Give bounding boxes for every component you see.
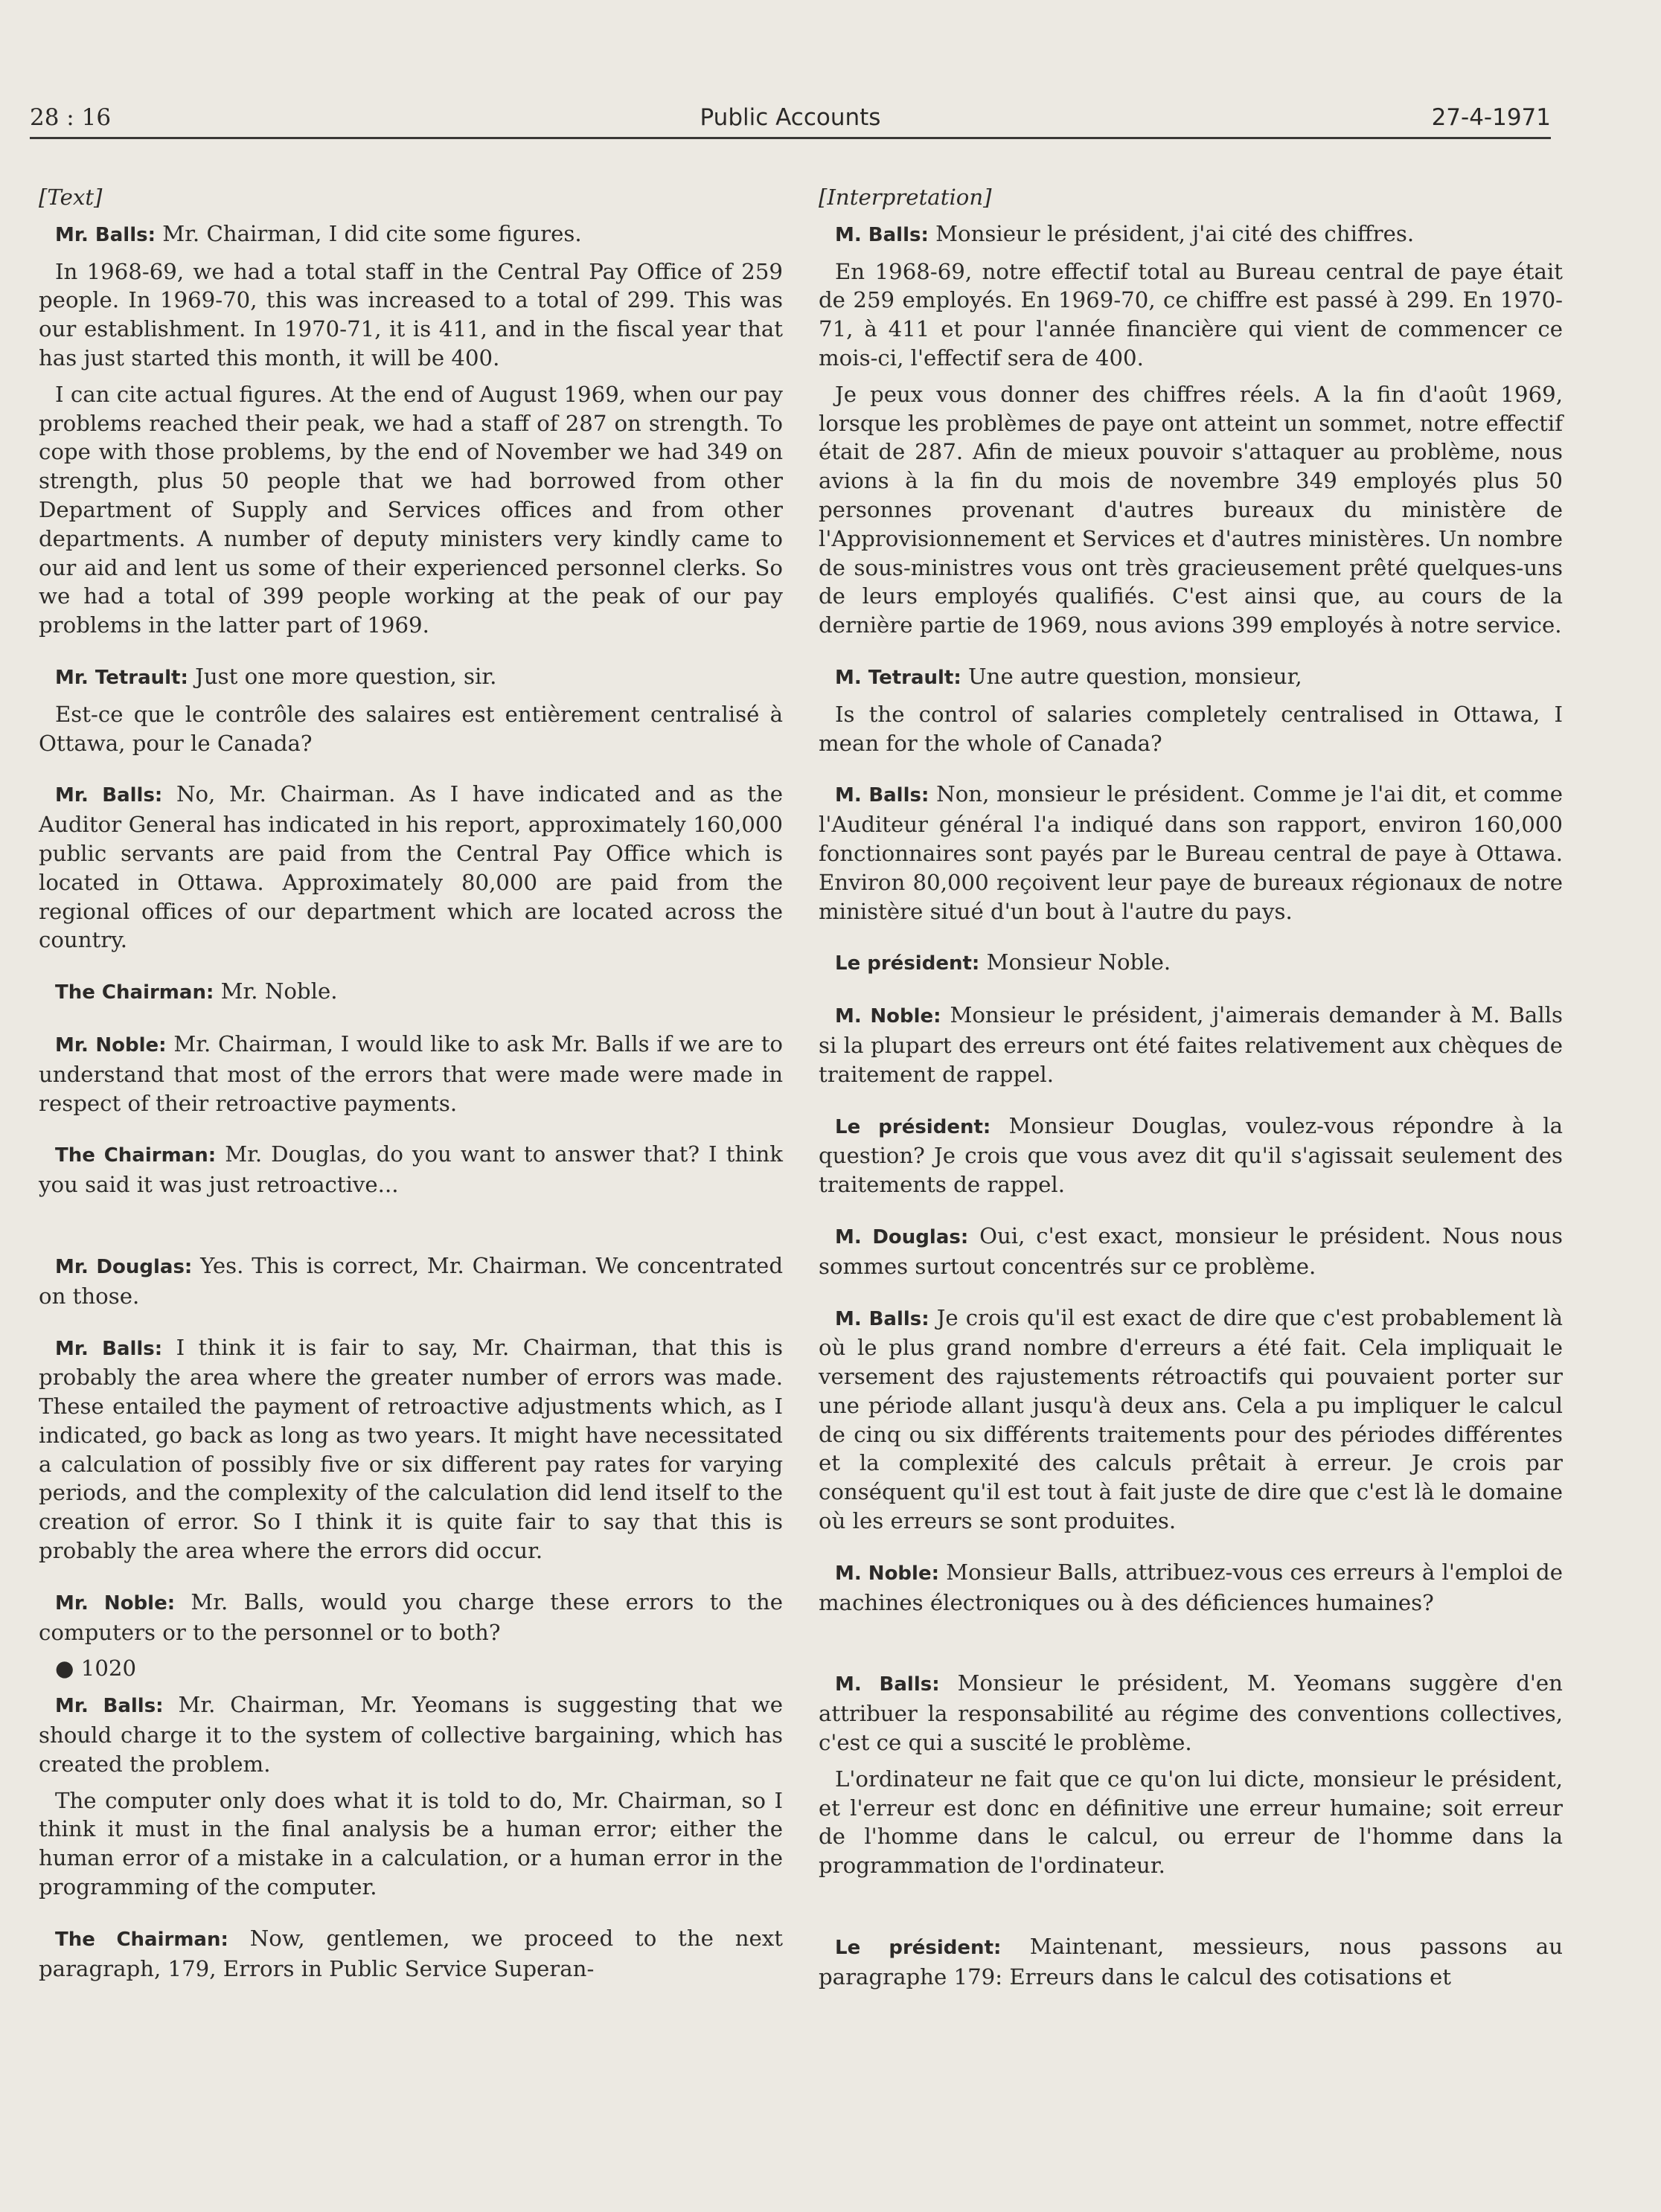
paragraph <box>39 1333 783 1565</box>
paragraph <box>819 1112 1563 1199</box>
paragraph <box>819 780 1563 926</box>
speech: Mr. Noble. <box>214 978 338 1004</box>
paragraph: Je peux vous donner des chiffres réels. A la fin d'août 1969, lorsque les problèmes de paye ont atteint un sommet, notre effectif était de 287. Afin de mieux pouvoir s'attaquer au problème, nous avions à la fin du mois de novembre 349 employés plus 50 personnes provenant d'autres bureaux du ministère de l'Approvisionnement et Services et d'autres ministères. Un nombre de sous-ministres vous ont très gracieusement prêté quelques-uns de leurs employés qualifiés. C'est ainsi que, au cours de la dernière partie de 1969, nous avions 399 employés à notre service. <box>819 381 1563 638</box>
speaker: M. Noble: <box>835 1562 939 1585</box>
french-column <box>819 183 1563 1999</box>
paragraph <box>819 948 1563 978</box>
speech: Non, monsieur le président. Comme je l'ai dit, et comme l'Auditeur général l'a indiqué dans son rapport, environ 160,000 fonctionnaires sont payés par le Bureau central de paye à Ottawa. Environ 80,000 reçoivent leur paye de bureaux régionaux de notre ministère situé d'un bout à l'autre du pays. <box>819 781 1563 924</box>
paragraph <box>819 1304 1563 1536</box>
paragraph <box>819 219 1563 250</box>
speech: Now, gentlemen, we proceed to the next paragraph, 179, Errors in Public Service Superan- <box>39 1925 783 1981</box>
column-label: [Interpretation] <box>819 185 992 210</box>
speaker: Le président: <box>835 952 980 975</box>
speech: Je crois qu'il est exact de dire que c'est probablement là où le plus grand nombre d'erreurs a été fait. Cela impliquait le versement des rajustements rétroactifs qui pouvaient porter sur une période allant jusqu'à deux ans. Cela a pu impliquer le calcul de cinq ou six différents traitements pour des périodes différentes et la complexité des calculs prêtait à erreur. Je crois par conséquent qu'il est tout à fait juste de dire que c'est là le domaine où les erreurs se sont produites. <box>819 1304 1563 1534</box>
speaker: Mr. Noble: <box>55 1033 167 1057</box>
paragraph <box>819 1669 1563 1757</box>
english-column <box>39 183 783 1990</box>
speaker: Mr. Balls: <box>55 223 156 246</box>
speech: I think it is fair to say, Mr. Chairman, that this is probably the area where the greater number of errors was made. These entailed the payment of retroactive adjustments which, as I indicated, go back as long as two years. It might have necessitated a calculation of possibly five or six different pay rates for varying periods, and the complexity of the calculation did lend itself to the creation of error. So I think it is quite fair to say that this is probably the area where the errors did occur. <box>39 1334 783 1564</box>
paragraph: Est-ce que le contrôle des salaires est entièrement centralisé à Ottawa, pour le Canada? <box>39 701 783 756</box>
speaker: The Chairman: <box>55 981 214 1004</box>
speech: Oui, c'est exact, monsieur le président. Nous nous sommes surtout concentrés sur ce problème. <box>819 1222 1563 1279</box>
speaker: Mr. Tetrault: <box>55 666 188 689</box>
paragraph <box>819 1001 1563 1089</box>
page-number: 28 : 16 <box>30 104 112 131</box>
speaker: Mr. Balls: <box>55 1337 163 1360</box>
paragraph <box>39 1251 783 1311</box>
speaker: M. Tetrault: <box>835 666 961 689</box>
speaker: Le président: <box>835 1115 991 1138</box>
speech: Just one more question, sir. <box>188 663 497 689</box>
speech: Mr. Balls, would you charge these errors to the computers or to the personnel or to both? <box>39 1589 784 1645</box>
speaker: M. Balls: <box>835 784 929 807</box>
page-header <box>30 104 1551 139</box>
speech: Monsieur le président, j'aimerais demander à M. Balls si la plupart des erreurs ont été faites relativement aux chèques de traitement de rappel. <box>819 1002 1563 1087</box>
paragraph: En 1968-69, notre effectif total au Bureau central de paye était de 259 employés. En 1969-70, ce chiffre est passé à 299. En 1970-71, à 411 et pour l'année financière qui vient de commencer ce mois-ci, l'effectif sera de 400. <box>819 258 1563 371</box>
speaker: M. Balls: <box>835 223 929 246</box>
speaker: M. Balls: <box>835 1307 929 1330</box>
speech: Monsieur Balls, attribuez-vous ces erreurs à l'emploi de machines électroniques ou à des déficiences humaines? <box>819 1559 1563 1615</box>
paragraph <box>39 662 783 693</box>
paragraph: I can cite actual figures. At the end of August 1969, when our pay problems reached their peak, we had a staff of 287 on strength. To cope with those problems, by the end of November we had 349 on strength, plus 50 people that we had borrowed from other Department of Supply and Services offices and from other departments. A number of deputy ministers very kindly came to our aid and lent us some of their experienced personnel clerks. So we had a total of 399 people working at the peak of our pay problems in the latter part of 1969. <box>39 381 783 638</box>
speech: Mr. Chairman, Mr. Yeomans is suggesting that we should charge it to the system of collective bargaining, which has created the problem. <box>39 1692 783 1777</box>
speaker: The Chairman: <box>55 1144 217 1167</box>
paragraph <box>819 1222 1563 1281</box>
page-title: Public Accounts <box>700 104 881 131</box>
paragraph <box>39 1140 783 1199</box>
paragraph <box>819 662 1563 693</box>
speaker: Mr. Balls: <box>55 1695 164 1718</box>
speech: Monsieur Douglas, voulez-vous répondre à la question? Je crois que vous avez dit qu'il s'agissait seulement des traitements de rappel. <box>819 1112 1563 1198</box>
paragraph: Is the control of salaries completely centralised in Ottawa, I mean for the whole of Canada? <box>819 701 1563 756</box>
paragraph <box>819 1558 1563 1618</box>
paragraph <box>39 1690 783 1778</box>
speaker: M. Balls: <box>835 1673 940 1696</box>
speech: Monsieur le président, j'ai cité des chiffres. <box>928 220 1415 246</box>
speech: Yes. This is correct, Mr. Chairman. We concentrated on those. <box>39 1252 783 1309</box>
speaker: Mr. Douglas: <box>55 1255 193 1278</box>
speech: Monsieur le président, M. Yeomans suggère d'en attribuer la responsabilité au régime des conventions collectives, c'est ce qui a suscité le problème. <box>819 1670 1563 1756</box>
paragraph: In 1968-69, we had a total staff in the Central Pay Office of 259 people. In 1969-70, this was increased to a total of 299. This was our establishment. In 1970-71, it is 411, and in the fiscal year that has just started this month, it will be 400. <box>39 258 783 371</box>
speaker: Le président: <box>835 1937 1002 1960</box>
speech: Une autre question, monsieur, <box>961 663 1302 689</box>
speech: No, Mr. Chairman. As I have indicated and as the Auditor General has indicated in his report, approximately 160,000 public servants are paid from the Central Pay Office which is located in Ottawa. Approximately 80,000 are paid from the regional offices of our department which are located across the country. <box>39 781 783 953</box>
column-label: [Text] <box>39 185 103 210</box>
speech: Mr. Chairman, I would like to ask Mr. Balls if we are to understand that most of the errors that were made were made in respect of their retroactive payments. <box>39 1030 783 1116</box>
page-date: 27-4-1971 <box>1431 104 1551 131</box>
speaker: M. Noble: <box>835 1005 941 1028</box>
speaker: The Chairman: <box>55 1928 228 1951</box>
time-marker: ● 1020 <box>55 1655 137 1682</box>
speaker: M. Douglas: <box>835 1225 969 1248</box>
paragraph <box>39 977 783 1007</box>
paragraph <box>39 1924 783 1984</box>
paragraph: L'ordinateur ne fait que ce qu'on lui dicte, monsieur le président, et l'erreur est donc en définitive une erreur humaine; soit erreur de l'homme dans le calcul, ou erreur de l'homme dans la programmation de l'ordinateur. <box>819 1766 1563 1879</box>
speech: Mr. Douglas, do you want to answer that? I think you said it was just retroactive... <box>39 1141 783 1198</box>
paragraph <box>39 1588 783 1647</box>
paragraph <box>819 1932 1563 1992</box>
speaker: Mr. Balls: <box>55 784 163 807</box>
speaker: Mr. Noble: <box>55 1591 176 1615</box>
paragraph <box>39 1030 783 1118</box>
paragraph <box>39 219 783 250</box>
speech: Maintenant, messieurs, nous passons au paragraphe 179: Erreurs dans le calcul des cotisations et <box>819 1934 1564 1990</box>
speech: Monsieur Noble. <box>979 949 1171 975</box>
paragraph <box>39 780 783 955</box>
paragraph: The computer only does what it is told to do, Mr. Chairman, so I think it must in the final analysis be a human error; either the human error of a mistake in a calculation, or a human error in the programming of the computer. <box>39 1787 783 1900</box>
speech: Mr. Chairman, I did cite some figures. <box>155 220 582 246</box>
